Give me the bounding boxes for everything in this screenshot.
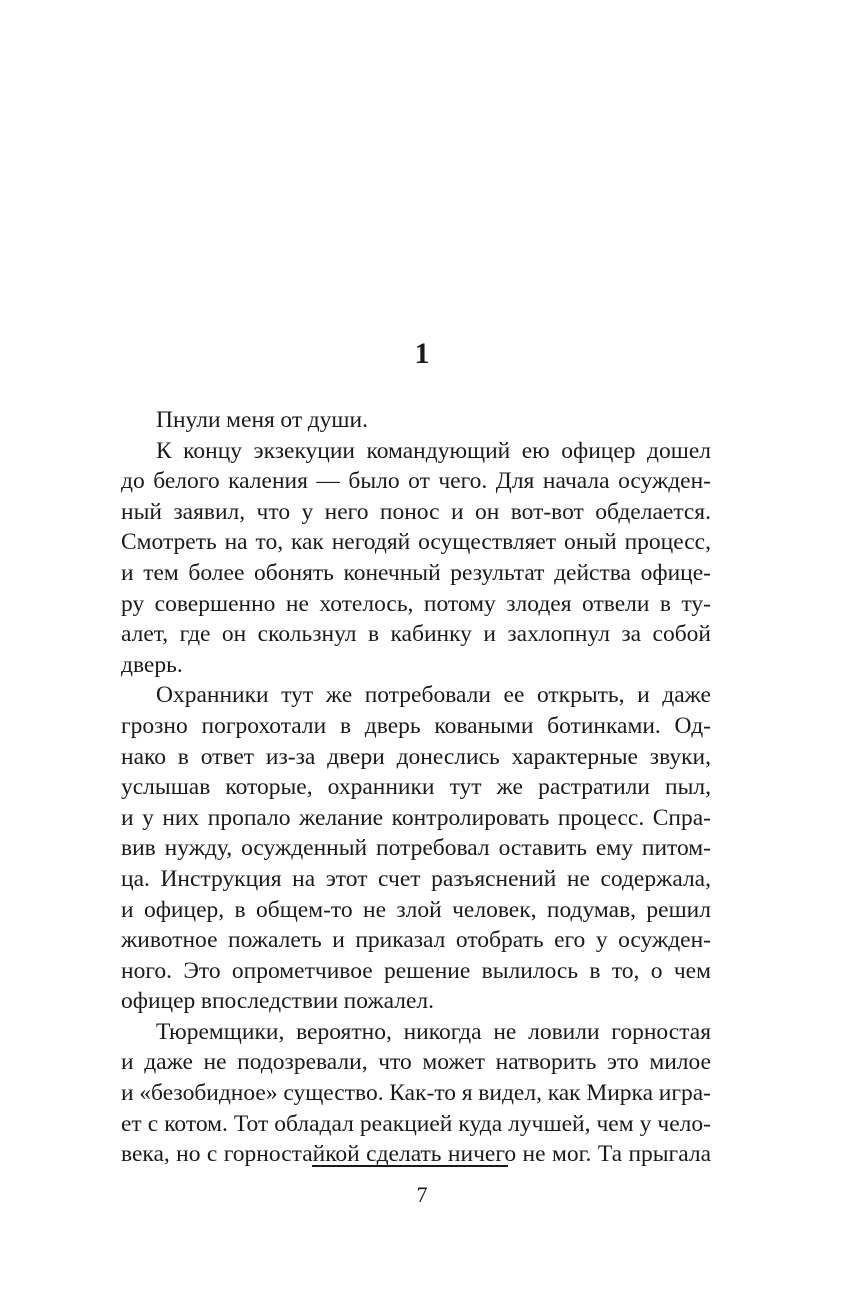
- text-line: животное пожалеть и приказал отобрать его у осужден-: [121, 927, 711, 954]
- text-line: и даже не подозревали, что может натворить это милое: [121, 1049, 711, 1076]
- page-number: 7: [416, 1182, 428, 1207]
- chapter-number: 1: [414, 337, 430, 370]
- text-line: нако в ответ из-за двери донеслись характерные звуки,: [121, 743, 711, 770]
- text-line: грозно погрохотали в дверь коваными ботинками. Од-: [121, 712, 711, 739]
- text-line: и у них пропало желание контролировать процесс. Спра-: [121, 804, 711, 831]
- text-line: ного. Это опрометчивое решение вылилось в то, о чем: [121, 957, 711, 984]
- text-line: К концу экзекуции командующий ею офицер дошел: [156, 437, 711, 464]
- text-line: ет с котом. Тот обладал реакцией куда лучшей, чем у чело-: [121, 1110, 711, 1137]
- text-line: до белого каления — было от чего. Для начала осужден-: [121, 468, 711, 495]
- text-line: Смотреть на то, как негодяй осуществляет оный процесс,: [121, 529, 711, 556]
- chapter-body-text: [121, 405, 711, 1170]
- text-line: и тем более обонять конечный результат действа офице-: [121, 559, 711, 586]
- text-line: услышав которые, охранники тут же растратили пыл,: [121, 774, 711, 801]
- text-line: Пнули меня от души.: [156, 407, 368, 433]
- text-line: ный заявил, что у него понос и он вот-вот обделается.: [121, 498, 711, 525]
- text-line: и «безобидное» существо. Как-то я видел, как Мирка игра-: [121, 1080, 711, 1107]
- text-line: ца. Инструкция на этот счет разъяснений не содержала,: [121, 865, 711, 892]
- text-line: Тюремщики, вероятно, никогда не ловили горностая: [156, 1018, 711, 1045]
- text-line: и офицер, в общем-то не злой человек, подумав, решил: [121, 896, 711, 923]
- footer-divider: [312, 1165, 508, 1167]
- text-line: дверь.: [121, 651, 183, 678]
- text-line: алет, где он скользнул в кабинку и захлопнул за собой: [121, 621, 711, 648]
- text-line: ру совершенно не хотелось, потому злодея отвели в ту-: [121, 590, 711, 617]
- text-line: Охранники тут же потребовали ее открыть, и даже: [156, 682, 711, 709]
- text-line: офицер впоследствии пожалел.: [121, 988, 435, 1015]
- text-line: века, но с горностайкой сделать ничего не мог. Та прыгала: [121, 1141, 711, 1168]
- text-line: вив нужду, осужденный потребовал оставить ему питом-: [121, 835, 711, 862]
